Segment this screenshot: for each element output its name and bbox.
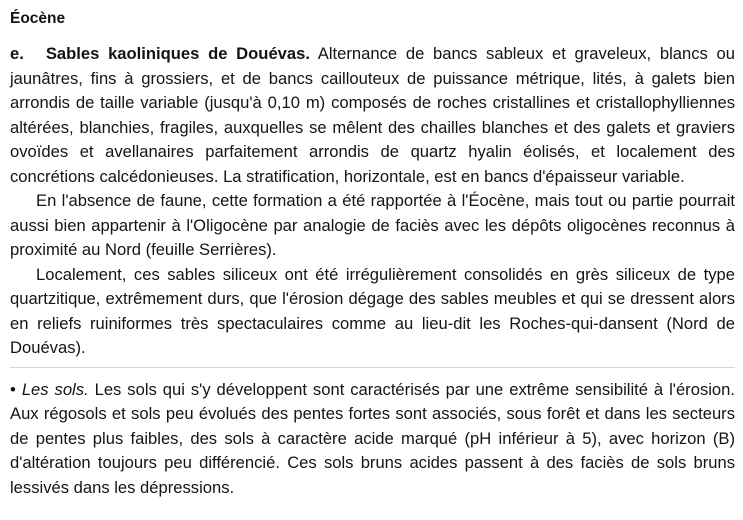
section-letter: e. [10,44,24,63]
paragraph-faune: En l'absence de faune, cette formation a été rapportée à l'Éocène, mais tout ou partie pourrait aussi bien appartenir à l'Oligocène par analogie de faciès avec les dépôts oligocènes reconnus à proximité au Nord (feuille Serrières). [10,191,735,259]
section-heading: Éocène [10,10,66,27]
sols-text: Les sols qui s'y développent sont caractérisés par une extrême sensibilité à l'érosion. Aux régosols et sols peu évolués des pentes fortes sont associés, sous forêt et dans les secteurs de pentes plus faibles, des sols à caractère acide marqué (pH inférieur à 5), avec horizon (B) d'altération toujours peu différencié. Ces sols bruns acides passent à des faciès de sols bruns lessivés dans les dépressions. [10,379,735,497]
sols-title: Les sols. [21,379,89,399]
section-title: Sables kaoliniques de Douévas. [45,44,310,63]
bullet-marker: • [10,379,16,399]
paragraph-sables-intro [10,42,735,189]
paragraph-consolidation: Localement, ces sables siliceux ont été irrégulièrement consolidés en grès siliceux de type quartzitique, extrêmement durs, que l'érosion dégage des sables meubles et qui se dressent alors en reliefs ruiniformes très spectaculaires comme au lieu-dit les Roches-qui-dansent (Nord de Douévas). [10,264,735,357]
paragraph-text: Alternance de bancs sableux et graveleux, blancs ou jaunâtres, fins à grossiers, et de bancs caillouteux de puissance métrique, lités, à galets bien arrondis de taille variable (jusqu'à 0,10 m) composés de roches cristallines et cristallophylliennes altérées, blanchies, fragiles, auxquelles se mêlent des chailles blanches et des galets et graviers ovoïdes et avellanaires parfaitement arrondis de quartz hyalin éolisés, et localement des concrétions calcédonieuses. La stratification, horizontale, est en bancs d'épaisseur variable. [10,44,735,186]
section-divider [10,367,735,368]
paragraph-sols [10,378,735,501]
